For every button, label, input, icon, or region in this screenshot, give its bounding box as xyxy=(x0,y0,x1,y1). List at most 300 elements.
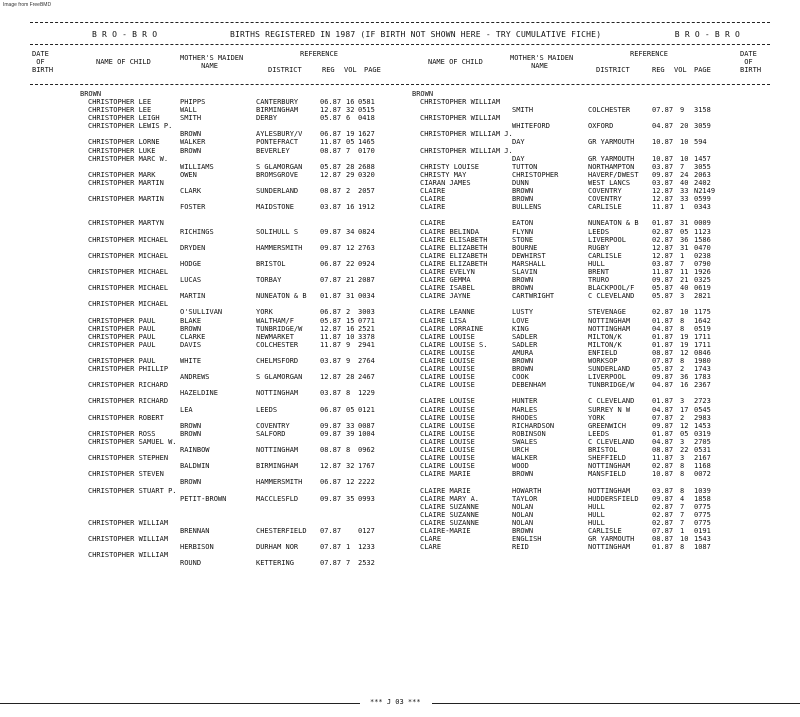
volume: 31 xyxy=(680,243,689,252)
child-name: CHRISTOPHER LUKE xyxy=(88,146,156,155)
volume: 12 xyxy=(680,348,689,357)
entry-row xyxy=(420,244,720,252)
reg-date: 09.87 xyxy=(320,421,342,430)
entry-row xyxy=(420,478,720,486)
page-number: 1004 xyxy=(358,429,375,438)
page-number: 2167 xyxy=(694,454,711,463)
mother-maiden-name: COOK xyxy=(512,373,529,382)
volume: 05 xyxy=(680,429,689,438)
mother-maiden-name: ENGLISH xyxy=(512,535,542,544)
district: BRISTOL xyxy=(588,446,618,455)
district-range-right: B R O - B R O xyxy=(674,30,740,39)
reg-date: 08.87 xyxy=(652,446,674,455)
mother-maiden-name: SADLER xyxy=(512,332,538,341)
mother-maiden-name: BROWN xyxy=(180,146,202,155)
reg-date: 01.87 xyxy=(652,340,674,349)
mother-maiden-name: WHITEFORD xyxy=(512,122,550,131)
mother-maiden-name: BOURNE xyxy=(512,243,538,252)
entry-row xyxy=(88,106,408,114)
entry-row xyxy=(420,98,720,106)
reg-date: 09.87 xyxy=(652,494,674,503)
entry-row xyxy=(420,430,720,438)
entry-row xyxy=(88,389,408,397)
entry-row xyxy=(420,543,720,551)
entry-row xyxy=(420,268,720,276)
volume: 22 xyxy=(346,259,355,268)
col-district-right: DISTRICT xyxy=(596,66,630,74)
reg-date: 11.87 xyxy=(320,340,342,349)
entry-row xyxy=(88,244,408,252)
col-name-right: NAME OF CHILD xyxy=(428,58,483,66)
mother-maiden-name: HODGE xyxy=(180,259,202,268)
entry-row xyxy=(88,292,408,300)
reg-date: 02.87 xyxy=(652,518,674,527)
entry-row xyxy=(88,228,408,236)
page-title: BIRTHS REGISTERED IN 1987 (IF BIRTH NOT SHOWN HERE - TRY CUMULATIVE FICHE) xyxy=(230,30,602,39)
reg-date: 05.87 xyxy=(320,114,342,123)
entry-row xyxy=(420,511,720,519)
volume: 12 xyxy=(346,478,355,487)
entry-row xyxy=(420,187,720,195)
mother-maiden-name: HAZELDINE xyxy=(180,389,218,398)
reg-date: 08.87 xyxy=(320,146,342,155)
child-name: CHRISTOPHER STEPHEN xyxy=(88,454,169,463)
page-number: 1627 xyxy=(358,130,375,139)
district: BEVERLEY xyxy=(256,146,290,155)
entry-row xyxy=(420,195,720,203)
district: NUNEATON & B xyxy=(256,292,307,301)
mother-maiden-name: DAY xyxy=(512,154,525,163)
entry-row xyxy=(88,252,408,260)
mother-maiden-name: LEA xyxy=(180,405,193,414)
district: LIVERPOOL xyxy=(588,235,626,244)
entry-row xyxy=(88,276,408,284)
surname-right: BROWN xyxy=(412,90,434,98)
mother-maiden-name: TAYLOR xyxy=(512,494,538,503)
entry-row xyxy=(420,341,720,349)
district: HAMMERSMITH xyxy=(256,243,303,252)
page-number: 1543 xyxy=(694,535,711,544)
page-number: 3378 xyxy=(358,332,375,341)
entry-row xyxy=(88,397,408,405)
col-vol-right: VOL xyxy=(674,66,687,74)
entry-row xyxy=(88,478,408,486)
mother-maiden-name: RICHINGS xyxy=(180,227,214,236)
page-number: 1783 xyxy=(694,373,711,382)
page-number: 0121 xyxy=(358,405,375,414)
child-name: CLAIRE LEANNE xyxy=(420,308,475,317)
page-number: 2532 xyxy=(358,559,375,568)
fiche-page-label: *** J 03 *** xyxy=(370,698,421,706)
reg-date: 01.87 xyxy=(652,332,674,341)
mother-maiden-name: BROWN xyxy=(180,324,202,333)
entry-row xyxy=(88,98,408,106)
district: NOTTINGHAM xyxy=(588,316,631,325)
district: TUNBRIDGE/W xyxy=(588,381,635,390)
entry-row xyxy=(88,138,408,146)
mother-maiden-name: REID xyxy=(512,543,529,552)
page-number: 0470 xyxy=(694,243,711,252)
reg-date: 06.87 xyxy=(320,405,342,414)
child-name: CHRISTOPHER LEE xyxy=(88,98,152,106)
district: BROMSGROVE xyxy=(256,170,299,179)
volume: 8 xyxy=(680,486,685,495)
district: AYLESBURY/V xyxy=(256,130,303,139)
entry-row xyxy=(420,276,720,284)
page-number: 2521 xyxy=(358,324,375,333)
district: MILTON/K xyxy=(588,340,622,349)
reg-date: 04.87 xyxy=(652,324,674,333)
reg-date: 02.87 xyxy=(652,462,674,471)
entry-row xyxy=(88,171,408,179)
page-number: 1858 xyxy=(694,494,711,503)
page-number: 0619 xyxy=(694,284,711,293)
child-name: CLAIRE LOUISE xyxy=(420,357,475,365)
child-name: CLAIRE LOUISE xyxy=(420,437,475,446)
child-name: CLAIRE LOUISE xyxy=(420,397,475,406)
entry-row xyxy=(420,228,720,236)
mother-maiden-name: BROWN xyxy=(512,470,534,479)
child-name: CHRISTOPHER RICHARD xyxy=(88,381,169,390)
entry-row xyxy=(420,470,720,478)
page-number: 3158 xyxy=(694,106,711,115)
district: WALTHAM/F xyxy=(256,316,294,325)
mother-maiden-name: WALKER xyxy=(512,454,538,463)
entry-row xyxy=(88,454,408,462)
district: TRURO xyxy=(588,276,610,285)
volume: 8 xyxy=(680,316,685,325)
child-name: CHRISTOPHER MICHAEL xyxy=(88,300,169,309)
page-number: 1465 xyxy=(358,138,375,147)
entry-row xyxy=(420,495,720,503)
entry-row xyxy=(420,535,720,543)
mother-maiden-name: WILLIAMS xyxy=(180,162,214,171)
entry-row xyxy=(420,171,720,179)
district: BIRMINGHAM xyxy=(256,106,299,115)
reg-date: 01.87 xyxy=(652,543,674,552)
page-number: 0087 xyxy=(358,421,375,430)
page-number: 2941 xyxy=(358,340,375,349)
district: WEST LANCS xyxy=(588,178,631,187)
reg-date: 12.87 xyxy=(320,106,342,115)
reg-date: 12.87 xyxy=(652,243,674,252)
reg-date: 11.87 xyxy=(320,138,342,147)
volume: 32 xyxy=(346,106,355,115)
volume: 7 xyxy=(680,510,685,519)
district: GR YARMOUTH xyxy=(588,154,635,163)
district: MACCLESFLD xyxy=(256,494,299,503)
volume: 19 xyxy=(346,130,355,139)
district: HAMMERSMITH xyxy=(256,478,303,487)
page-number: 0320 xyxy=(358,170,375,179)
mother-maiden-name: CLARK xyxy=(180,187,202,196)
volume: 8 xyxy=(680,462,685,471)
mother-maiden-name: BALDWIN xyxy=(180,462,210,471)
entry-row xyxy=(420,381,720,389)
col-reg-left: REG xyxy=(322,66,335,74)
reg-date: 07.87 xyxy=(652,526,674,535)
reg-date: 04.87 xyxy=(652,437,674,446)
district: NOTTINGHAM xyxy=(588,486,631,495)
entry-row xyxy=(88,219,408,227)
district: MAIDSTONE xyxy=(256,203,294,212)
entry-row xyxy=(88,268,408,276)
volume: 8 xyxy=(680,543,685,552)
volume: 05 xyxy=(680,227,689,236)
page-number: 1233 xyxy=(358,543,375,552)
volume: 7 xyxy=(680,518,685,527)
col-mother-left: MOTHER'S MAIDEN NAME xyxy=(180,54,244,70)
district: COLCHESTER xyxy=(256,340,299,349)
reg-date: 02.87 xyxy=(652,502,674,511)
reg-date: 03.87 xyxy=(652,178,674,187)
district: HULL xyxy=(588,510,605,519)
child-name: CLAIRE xyxy=(420,195,446,204)
page-number: 2222 xyxy=(358,478,375,487)
page-number: 0962 xyxy=(358,446,375,455)
mother-maiden-name: PHIPPS xyxy=(180,98,206,106)
entry-row xyxy=(88,462,408,470)
reg-date: 02.87 xyxy=(652,308,674,317)
mother-maiden-name: BROWN xyxy=(180,130,202,139)
page-number: 0170 xyxy=(358,146,375,155)
district: TUNBRIDGE/W xyxy=(256,324,303,333)
volume: 22 xyxy=(680,446,689,455)
volume: 9 xyxy=(346,340,351,349)
volume: 40 xyxy=(680,284,689,293)
page-number: 0519 xyxy=(694,324,711,333)
reg-date: 08.87 xyxy=(320,187,342,196)
district: S GLAMORGAN xyxy=(256,373,303,382)
entry-row xyxy=(420,373,720,381)
district: COVENTRY xyxy=(588,195,622,204)
volume: 3 xyxy=(680,437,685,446)
child-name: CLAIRE-MARIE xyxy=(420,526,471,535)
entry-row xyxy=(420,147,720,155)
mother-maiden-name: OWEN xyxy=(180,170,197,179)
child-name: CHRISTOPHER RICHARD xyxy=(88,397,169,406)
volume: 9 xyxy=(346,357,351,365)
reg-date: 02.87 xyxy=(652,235,674,244)
district: GREENWICH xyxy=(588,421,626,430)
district: NEWMARKET xyxy=(256,332,294,341)
entry-row xyxy=(420,349,720,357)
reg-date: 07.87 xyxy=(320,543,342,552)
page-number: 1175 xyxy=(694,308,711,317)
entry-row xyxy=(420,317,720,325)
district: CHESTERFIELD xyxy=(256,526,307,535)
mother-maiden-name: BROWN xyxy=(180,421,202,430)
entry-row xyxy=(420,462,720,470)
page-number: 0771 xyxy=(358,316,375,325)
child-name: CLARE xyxy=(420,543,442,552)
volume: 31 xyxy=(346,292,355,301)
entry-row xyxy=(88,211,408,219)
volume: 36 xyxy=(680,235,689,244)
reg-date: 09.87 xyxy=(320,494,342,503)
mother-maiden-name: RHODES xyxy=(512,413,538,422)
entry-row xyxy=(88,300,408,308)
entry-row xyxy=(88,203,408,211)
page-number: 1711 xyxy=(694,332,711,341)
page-number: 1457 xyxy=(694,154,711,163)
volume: 12 xyxy=(680,421,689,430)
mother-maiden-name: ROUND xyxy=(180,559,202,568)
entry-row xyxy=(420,163,720,171)
district: YORK xyxy=(256,308,273,317)
page-number: 2764 xyxy=(358,357,375,365)
reg-date: 06.87 xyxy=(320,98,342,106)
entry-row xyxy=(88,543,408,551)
child-name: CHRISTOPHER WILLIAM xyxy=(88,535,169,544)
entry-row xyxy=(420,236,720,244)
reg-date: 11.87 xyxy=(652,454,674,463)
volume: 19 xyxy=(680,340,689,349)
child-name: CHRISTOPHER LEIGH xyxy=(88,114,160,123)
page-number: 0325 xyxy=(694,276,711,285)
district: SALFORD xyxy=(256,429,286,438)
entry-row xyxy=(88,260,408,268)
mother-maiden-name: URCH xyxy=(512,446,529,455)
entry-row xyxy=(88,511,408,519)
volume: 35 xyxy=(346,494,355,503)
page-number: 1123 xyxy=(694,227,711,236)
reg-date: 01.87 xyxy=(652,397,674,406)
district: CANTERBURY xyxy=(256,98,299,106)
entry-row xyxy=(88,147,408,155)
reg-date: 12.87 xyxy=(320,170,342,179)
mother-maiden-name: ANDREWS xyxy=(180,373,210,382)
page-number: 0775 xyxy=(694,518,711,527)
page-number: 1926 xyxy=(694,267,711,276)
district: ENFIELD xyxy=(588,348,618,357)
district: C CLEVELAND xyxy=(588,397,635,406)
volume: 2 xyxy=(680,413,685,422)
district: SUNDERLAND xyxy=(588,365,631,374)
district: C CLEVELAND xyxy=(588,437,635,446)
mother-maiden-name: LUSTY xyxy=(512,308,534,317)
mother-maiden-name: BROWN xyxy=(512,357,534,365)
volume: 32 xyxy=(346,462,355,471)
entry-row xyxy=(420,422,720,430)
entry-row xyxy=(88,373,408,381)
reg-date: 01.87 xyxy=(652,429,674,438)
page-number: 0418 xyxy=(358,114,375,123)
entry-row xyxy=(88,422,408,430)
entry-row xyxy=(88,519,408,527)
entry-row xyxy=(88,308,408,316)
child-name: CLAIRE GEMMA xyxy=(420,276,471,285)
page-number: 0191 xyxy=(694,526,711,535)
mother-maiden-name: RAINBOW xyxy=(180,446,210,455)
district: GR YARMOUTH xyxy=(588,535,635,544)
volume: 12 xyxy=(346,243,355,252)
child-name: CLAIRE xyxy=(420,219,446,228)
entry-row xyxy=(88,414,408,422)
footer-rule-right xyxy=(432,703,800,704)
entry-row xyxy=(88,333,408,341)
reg-date: 06.87 xyxy=(320,308,342,317)
mother-maiden-name: CLARKE xyxy=(180,332,206,341)
district: NOTTINGHAM xyxy=(256,446,299,455)
volume: 2 xyxy=(346,308,351,317)
mother-maiden-name: DAVIS xyxy=(180,340,202,349)
top-rule xyxy=(30,22,770,23)
page-number: 1642 xyxy=(694,316,711,325)
volume: 1 xyxy=(680,203,685,212)
district: KETTERING xyxy=(256,559,294,568)
mother-maiden-name: BROWN xyxy=(512,187,534,196)
reg-date: 03.87 xyxy=(320,389,342,398)
district: COLCHESTER xyxy=(588,106,631,115)
reg-date: 09.87 xyxy=(652,276,674,285)
entry-row xyxy=(420,292,720,300)
page-number: 0072 xyxy=(694,470,711,479)
district: NUNEATON & B xyxy=(588,219,639,228)
page-number: 0846 xyxy=(694,348,711,357)
entry-row xyxy=(88,341,408,349)
mother-maiden-name: MARTIN xyxy=(180,292,206,301)
reg-date: 07.87 xyxy=(320,559,342,568)
volume: 7 xyxy=(346,559,351,568)
mother-maiden-name: WALL xyxy=(180,106,197,115)
page-number: 2087 xyxy=(358,276,375,285)
entry-row xyxy=(88,365,408,373)
mother-maiden-name: BROWN xyxy=(512,365,534,374)
child-name: CIARAN JAMES xyxy=(420,178,471,187)
child-name: CHRISTOPHER PAUL xyxy=(88,340,156,349)
entry-row xyxy=(420,357,720,365)
mother-maiden-name: RICHARDSON xyxy=(512,421,555,430)
entry-row xyxy=(88,236,408,244)
page-number: 0581 xyxy=(358,98,375,106)
page-number: 1229 xyxy=(358,389,375,398)
volume: 1 xyxy=(680,526,685,535)
child-name: CLAIRE LOUISE xyxy=(420,413,475,422)
entry-row xyxy=(420,179,720,187)
mother-maiden-name: STONE xyxy=(512,235,534,244)
entry-row xyxy=(88,325,408,333)
district: SHEFFIELD xyxy=(588,454,626,463)
entry-row xyxy=(88,357,408,365)
reg-date: 12.87 xyxy=(652,187,674,196)
volume: 16 xyxy=(346,203,355,212)
page-number: 1980 xyxy=(694,357,711,365)
page-number: 0545 xyxy=(694,405,711,414)
page-number: 2723 xyxy=(694,397,711,406)
mother-maiden-name: FLYNN xyxy=(512,227,534,236)
mother-maiden-name: DEWHIRST xyxy=(512,251,546,260)
page-number: 1453 xyxy=(694,421,711,430)
entry-row xyxy=(88,438,408,446)
entry-row xyxy=(420,527,720,535)
mother-maiden-name: WALKER xyxy=(180,138,206,147)
reg-date: 06.87 xyxy=(320,130,342,139)
volume: 36 xyxy=(680,373,689,382)
volume: 4 xyxy=(680,494,685,503)
col-vol-left: VOL xyxy=(344,66,357,74)
child-name: CHRISTOPHER PAUL xyxy=(88,324,156,333)
district: YORK xyxy=(588,413,605,422)
mother-maiden-name: HUNTER xyxy=(512,397,538,406)
page-number: 2057 xyxy=(358,187,375,196)
page-number: 2367 xyxy=(694,381,711,390)
reg-date: 03.87 xyxy=(652,259,674,268)
reg-date: 08.87 xyxy=(652,535,674,544)
col-page-right: PAGE xyxy=(694,66,711,74)
entry-row xyxy=(420,114,720,122)
entry-row xyxy=(88,535,408,543)
